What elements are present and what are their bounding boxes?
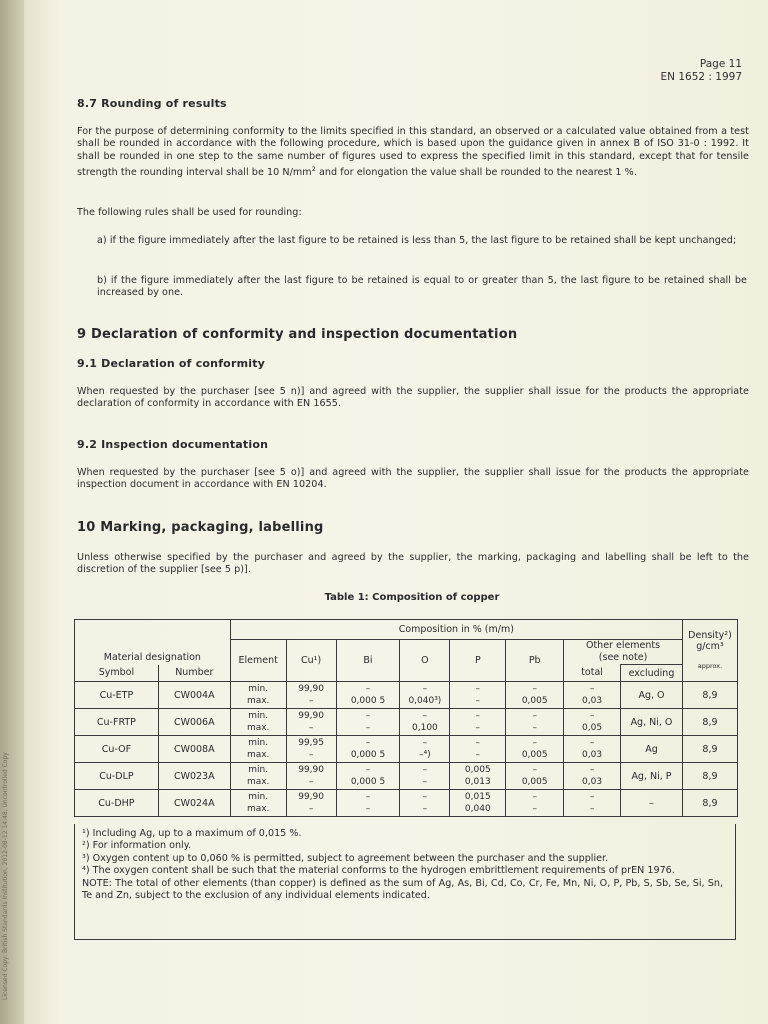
cell-bi	[336, 790, 400, 817]
element-min-label: min.	[248, 711, 269, 721]
bi-max-value: 0,000 5	[350, 696, 386, 706]
rule-b-text: b) if the figure immediately after the last figure to be retained is equal to or greater than 5, the last figure to be retained shall be increased by one.	[97, 275, 747, 299]
note-2: ²) For information only.	[82, 840, 192, 852]
pb-min-value: –	[532, 738, 537, 748]
rounding-rules-intro	[77, 207, 749, 219]
cell-bi	[336, 682, 400, 709]
cell-density: 8,9	[682, 763, 737, 790]
total-max-value: 0,03	[582, 696, 603, 706]
o-max-value: 0,100	[412, 723, 438, 733]
cu-min-value: 99,95	[298, 738, 324, 748]
cu-max-value: –	[308, 750, 314, 760]
table-caption: Table 1: Composition of copper	[324, 592, 500, 603]
bi-min-value: –	[365, 765, 371, 775]
note-1: ¹) Including Ag, up to a maximum of 0,015 %.	[82, 828, 302, 839]
number-header: Number	[158, 665, 230, 682]
cell-total	[564, 682, 621, 709]
p-min-value: 0,015	[464, 792, 491, 802]
cu-min-value: 99,90	[298, 684, 324, 694]
o-min-value: –	[422, 711, 428, 721]
heading-9-2: 9.2 Inspection documentation	[77, 438, 269, 451]
symbol-header: Symbol	[75, 665, 159, 682]
cell-total	[564, 790, 621, 817]
cell-density: 8,9	[682, 736, 737, 763]
element-min-label: min.	[248, 738, 269, 748]
pb-max-value: –	[532, 804, 537, 814]
page-number: Page 11	[699, 58, 742, 70]
declaration-paragraph	[77, 386, 749, 411]
element-min-label: min.	[248, 684, 269, 694]
pb-header: Pb	[506, 640, 564, 682]
cell-bi	[336, 736, 400, 763]
o-max-value: 0,040³)	[408, 696, 442, 706]
composition-header: Composition in % (m/m)	[230, 620, 682, 640]
total-max-value: 0,03	[582, 750, 603, 760]
bi-max-value: –	[365, 723, 371, 733]
cell-p	[450, 709, 506, 736]
element-max-label: max.	[246, 723, 270, 733]
table-row	[75, 763, 738, 790]
p-max-value: –	[475, 696, 481, 706]
cell-o	[400, 709, 450, 736]
other-elements-header	[564, 640, 683, 665]
o-min-value: –	[422, 684, 428, 694]
cu-header: Cu¹)	[286, 640, 336, 682]
cell-number: CW008A	[158, 736, 230, 763]
cell-cu	[286, 682, 336, 709]
bi-max-value: 0,000 5	[350, 750, 386, 760]
cell-pb	[506, 736, 564, 763]
element-max-label: max.	[246, 777, 270, 787]
o-max-value: –	[422, 777, 428, 787]
o-min-value: –	[422, 738, 428, 748]
bi-min-value: –	[365, 738, 371, 748]
pb-min-value: –	[532, 711, 537, 721]
cell-symbol: Cu-ETP	[75, 682, 159, 709]
total-min-value: –	[589, 684, 595, 694]
pb-min-value: –	[532, 792, 537, 802]
see-note-label: (see note)	[598, 652, 648, 663]
heading-8-7: 8.7 Rounding of results	[77, 97, 227, 110]
cell-total	[564, 736, 621, 763]
rule-a	[97, 235, 747, 247]
table-notes	[74, 824, 736, 940]
total-max-value: 0,05	[582, 723, 603, 733]
cell-number: CW006A	[158, 709, 230, 736]
o-min-value: –	[422, 765, 428, 775]
rounding-text-b: and for elongation the value shall be rounded to the nearest 1 %.	[315, 167, 637, 179]
element-max-label: max.	[246, 750, 270, 760]
cell-p	[450, 682, 506, 709]
pb-max-value: 0,005	[521, 750, 548, 760]
bi-max-value: –	[365, 804, 371, 814]
header-row-1	[75, 620, 738, 640]
total-max-value: 0,03	[582, 777, 603, 787]
p-max-value: 0,013	[464, 777, 491, 787]
p-max-value: –	[475, 750, 481, 760]
cell-pb	[506, 763, 564, 790]
cell-p	[450, 790, 506, 817]
cell-total	[564, 709, 621, 736]
density-header	[682, 620, 737, 682]
marking-text: Unless otherwise specified by the purchaser and agreed by the supplier, the marking, packaging and labelling shall be left to the discretion of the supplier [see 5 p)].	[77, 552, 749, 576]
cell-density: 8,9	[682, 709, 737, 736]
rule-b	[97, 275, 747, 300]
cell-bi	[336, 763, 400, 790]
p-min-value: 0,005	[464, 765, 491, 775]
cell-cu	[286, 763, 336, 790]
heading-9: 9 Declaration of conformity and inspection documentation	[77, 327, 518, 342]
cell-excluding: Ag, O	[621, 682, 683, 709]
cell-symbol: Cu-FRTP	[75, 709, 159, 736]
cell-excluding: Ag, Ni, O	[621, 709, 683, 736]
cell-pb	[506, 790, 564, 817]
pb-min-value: –	[532, 684, 537, 694]
cell-p	[450, 763, 506, 790]
cell-density: 8,9	[682, 682, 737, 709]
note-4: ⁴) The oxygen content shall be such that the material conforms to the hydrogen embrittlement requirements of prEN 1976.	[82, 865, 675, 877]
declaration-text: When requested by the purchaser [see 5 n)] and agreed with the supplier, the supplier shall issue for the products the appropriate declaration of conformity in accordance with EN 1655.	[77, 386, 749, 410]
cell-excluding: –	[621, 790, 683, 817]
cu-min-value: 99,90	[298, 792, 324, 802]
inspection-text: When requested by the purchaser [see 5 o)] and agreed with the supplier, the supplier shall issue for the products the appropriate inspection document in accordance with EN 10204.	[77, 467, 749, 491]
element-min-label: min.	[248, 765, 269, 775]
cell-excluding: Ag	[621, 736, 683, 763]
cell-element	[230, 736, 286, 763]
table-row	[75, 682, 738, 709]
cu-max-value: –	[308, 777, 314, 787]
excluding-header: excluding	[621, 665, 683, 682]
table-row	[75, 790, 738, 817]
o-max-value: –⁴)	[419, 750, 431, 760]
note-general: NOTE: The total of other elements (than copper) is defined as the sum of Ag, As, Bi, Cd, Co, Cr, Fe, Mn, Ni, O, P, Pb, S, Sb, Se, Si, Sn, Te and Zn, subject to the exclusion of any individual elements indicated.	[82, 877, 723, 902]
cell-cu	[286, 790, 336, 817]
cu-max-value: –	[308, 696, 314, 706]
element-header: Element	[230, 640, 286, 682]
rule-a-text: a) if the figure immediately after the last figure to be retained is less than 5, the last figure to be retained shall be kept unchanged;	[97, 235, 737, 246]
cell-symbol: Cu-OF	[75, 736, 159, 763]
o-min-value: –	[422, 792, 428, 802]
cell-o	[400, 790, 450, 817]
p-max-value: 0,040	[464, 804, 491, 814]
cell-cu	[286, 736, 336, 763]
cell-element	[230, 682, 286, 709]
pb-max-value: 0,005	[521, 777, 548, 787]
density-label: Density²)	[688, 629, 732, 641]
cell-number: CW004A	[158, 682, 230, 709]
element-max-label: max.	[246, 696, 270, 706]
total-min-value: –	[589, 765, 595, 775]
cell-o	[400, 682, 450, 709]
cu-min-value: 99,90	[298, 765, 324, 775]
cell-pb	[506, 709, 564, 736]
cu-max-value: –	[308, 723, 314, 733]
bi-min-value: –	[365, 792, 371, 802]
total-max-value: –	[589, 804, 595, 814]
cu-min-value: 99,90	[298, 711, 324, 721]
element-max-label: max.	[246, 804, 270, 814]
side-watermark: Licensed Copy: British Standards Institution, 2012-08-12 14:48, Uncontrolled Copy	[2, 752, 9, 1000]
heading-9-1: 9.1 Declaration of conformity	[77, 357, 266, 370]
inspection-paragraph	[77, 467, 749, 492]
p-header: P	[450, 640, 506, 682]
o-header: O	[400, 640, 450, 682]
cell-p	[450, 736, 506, 763]
cell-density: 8,9	[682, 790, 737, 817]
total-min-value: –	[589, 711, 595, 721]
bi-min-value: –	[365, 684, 371, 694]
total-header: total	[564, 665, 621, 682]
p-max-value: –	[475, 723, 481, 733]
total-min-value: –	[589, 792, 595, 802]
cell-symbol: Cu-DHP	[75, 790, 159, 817]
bi-max-value: 0,000 5	[350, 777, 386, 787]
cell-bi	[336, 709, 400, 736]
cell-pb	[506, 682, 564, 709]
rules-intro-text: The following rules shall be used for rounding:	[77, 207, 302, 218]
pb-max-value: 0,005	[521, 696, 548, 706]
bi-min-value: –	[365, 711, 371, 721]
marking-paragraph	[77, 552, 749, 577]
cu-max-value: –	[308, 804, 314, 814]
cell-symbol: Cu-DLP	[75, 763, 159, 790]
cell-number: CW024A	[158, 790, 230, 817]
composition-table	[74, 619, 738, 817]
cell-o	[400, 763, 450, 790]
pb-min-value: –	[532, 765, 537, 775]
cell-element	[230, 709, 286, 736]
table-row	[75, 736, 738, 763]
page-header	[661, 58, 742, 84]
note-3: ³) Oxygen content up to 0,060 % is permitted, subject to agreement between the purchaser and the supplier.	[82, 852, 609, 864]
rounding-paragraph	[77, 126, 749, 180]
material-designation-header: Material designation	[75, 620, 231, 665]
cell-number: CW023A	[158, 763, 230, 790]
pb-max-value: –	[532, 723, 537, 733]
cell-o	[400, 736, 450, 763]
other-elements-label: Other elements	[585, 640, 661, 651]
p-min-value: –	[475, 684, 481, 694]
bi-header: Bi	[336, 640, 400, 682]
density-approx: approx.	[697, 661, 723, 670]
cell-element	[230, 790, 286, 817]
table-row	[75, 709, 738, 736]
element-min-label: min.	[248, 792, 269, 802]
p-min-value: –	[475, 711, 481, 721]
cell-total	[564, 763, 621, 790]
cell-excluding: Ag, Ni, P	[621, 763, 683, 790]
p-min-value: –	[475, 738, 481, 748]
cell-element	[230, 763, 286, 790]
total-min-value: –	[589, 738, 595, 748]
cell-cu	[286, 709, 336, 736]
density-unit: g/cm³	[696, 640, 724, 652]
standard-id: EN 1652 : 1997	[660, 71, 742, 83]
rounding-text-a: For the purpose of determining conformity to the limits specified in this standard, an observed or a calculated value obtained from a test shall be rounded in accordance with the following procedure, which is based upon the guidance given in annex B of ISO 31-0 : 1992. It shall be rounded in one step to the same number of figures used to express the specified limit in this standard, except that for tensile strength the rounding interval shall be 10 N/mm	[77, 126, 749, 179]
heading-10: 10 Marking, packaging, labelling	[77, 520, 324, 535]
rounding-text-sup: 2	[311, 165, 316, 174]
o-max-value: –	[422, 804, 428, 814]
